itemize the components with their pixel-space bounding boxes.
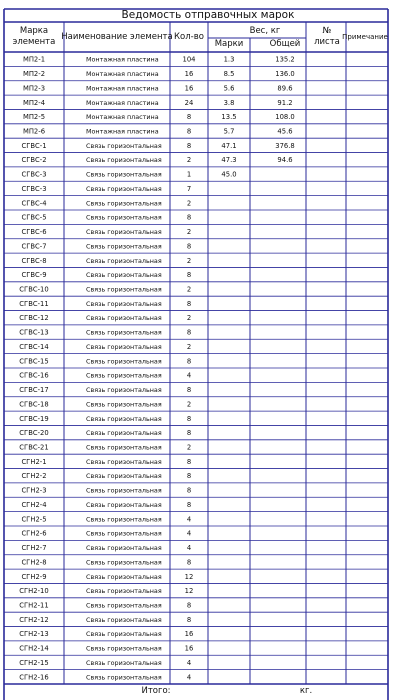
cell-weight-total: 136.0	[275, 70, 295, 79]
cell-element-name: Монтажная пластина	[86, 55, 159, 64]
cell-mark: СГВС-4	[21, 199, 47, 208]
table-row	[21, 228, 191, 236]
cell-element-name: Связь горизонтальная	[86, 271, 162, 280]
sheet-title: Ведомость отправочных марок	[121, 9, 295, 21]
cell-quantity: 4	[186, 658, 192, 667]
total-label: Итого:	[141, 686, 171, 696]
table-row	[19, 444, 191, 452]
cell-element-name: Связь горизонтальная	[86, 371, 162, 380]
cell-element-name: Связь горизонтальная	[86, 673, 162, 682]
cell-mark: МП2-3	[22, 84, 46, 93]
cell-mark: СГВС-1	[21, 141, 47, 150]
cell-quantity: 16	[184, 84, 194, 93]
cell-element-name: Монтажная пластина	[86, 84, 159, 93]
cell-quantity: 8	[186, 558, 192, 567]
cell-element-name: Связь горизонтальная	[86, 184, 162, 193]
table-row	[19, 343, 191, 351]
cell-quantity: 8	[186, 213, 192, 222]
header-weight-total: Общей	[269, 39, 301, 49]
cell-weight-total: 94.6	[277, 156, 293, 165]
table-row	[19, 286, 191, 294]
table-row	[19, 429, 191, 437]
cell-mark: СГВС-21	[19, 443, 49, 452]
cell-mark: СГВС-5	[21, 213, 47, 222]
cell-mark: СГВС-10	[19, 285, 49, 294]
cell-mark: СГН2-5	[21, 515, 47, 524]
cell-weight-total: 376.8	[275, 141, 295, 150]
cell-element-name: Связь горизонтальная	[86, 328, 162, 337]
cell-element-name: Связь горизонтальная	[86, 515, 162, 524]
cell-quantity: 4	[186, 515, 192, 524]
header-sheet-no-line2: листа	[314, 37, 340, 47]
cell-element-name: Связь горизонтальная	[86, 630, 162, 639]
cell-quantity: 2	[186, 314, 192, 323]
cell-quantity: 8	[186, 328, 192, 337]
cell-weight-total: 135.2	[275, 55, 295, 64]
cell-element-name: Связь горизонтальная	[86, 486, 162, 495]
cell-element-name: Связь горизонтальная	[86, 170, 162, 179]
cell-element-name: Связь горизонтальная	[86, 572, 162, 581]
table-row	[21, 242, 191, 250]
cell-element-name: Связь горизонтальная	[86, 199, 162, 208]
total-unit: кг.	[299, 686, 313, 696]
cell-quantity: 8	[186, 615, 192, 624]
cell-element-name: Связь горизонтальная	[86, 228, 162, 237]
cell-element-name: Связь горизонтальная	[86, 357, 162, 366]
cell-quantity: 2	[186, 199, 192, 208]
cell-mark: СГН2-9	[21, 572, 47, 581]
cell-quantity: 2	[186, 400, 192, 409]
cell-element-name: Связь горизонтальная	[86, 242, 162, 251]
cell-element-name: Связь горизонтальная	[86, 314, 162, 323]
table-row	[21, 271, 191, 279]
header-quantity: Кол-во	[174, 32, 204, 42]
table-row	[19, 630, 193, 638]
cell-quantity: 2	[186, 156, 192, 165]
table-row	[19, 645, 193, 653]
cell-mark: СГВС-7	[21, 242, 47, 251]
table-row	[19, 602, 191, 610]
cell-quantity: 8	[186, 242, 192, 251]
cell-mark: МП2-5	[22, 113, 46, 122]
cell-element-name: Связь горизонтальная	[86, 256, 162, 265]
cell-element-name: Связь горизонтальная	[86, 529, 162, 538]
header-weight: Вес, кг	[249, 26, 281, 36]
cell-weight-unit: 8.5	[223, 70, 235, 79]
cell-weight-unit: 5.7	[223, 127, 235, 136]
cell-quantity: 2	[186, 342, 192, 351]
cell-mark: СГН2-6	[21, 529, 47, 538]
table-grid	[4, 9, 388, 700]
cell-mark: СГВС-2	[21, 156, 47, 165]
cell-mark: СГН2-12	[19, 615, 49, 624]
table-row	[21, 458, 191, 466]
table-row	[19, 357, 191, 365]
cell-element-name: Связь горизонтальная	[86, 601, 162, 610]
cell-element-name: Связь горизонтальная	[86, 156, 162, 165]
table-row	[21, 156, 292, 164]
cell-quantity: 8	[186, 500, 192, 509]
cell-quantity: 8	[186, 357, 192, 366]
cell-element-name: Связь горизонтальная	[86, 299, 162, 308]
table-row	[21, 171, 236, 179]
cell-mark: СГВС-8	[21, 256, 47, 265]
table-row	[19, 400, 191, 408]
cell-mark: СГН2-8	[21, 558, 47, 567]
cell-mark: СГН2-2	[21, 472, 47, 481]
cell-mark: МП2-4	[22, 98, 46, 107]
header-weight-unit: Марки	[214, 39, 244, 49]
cell-element-name: Связь горизонтальная	[86, 544, 162, 553]
table-row	[19, 587, 193, 595]
cell-element-name: Связь горизонтальная	[86, 386, 162, 395]
cell-quantity: 8	[186, 429, 192, 438]
cell-element-name: Связь горизонтальная	[86, 457, 162, 466]
header-mark-line2: элемента	[12, 37, 56, 47]
table-row	[19, 616, 191, 624]
cell-quantity: 24	[184, 98, 194, 107]
cell-quantity: 104	[182, 55, 196, 64]
table-row	[21, 185, 191, 193]
cell-quantity: 4	[186, 529, 192, 538]
cell-mark: СГВС-11	[19, 299, 49, 308]
cell-element-name: Монтажная пластина	[86, 127, 159, 136]
table-row	[21, 530, 191, 538]
cell-weight-unit: 13.5	[221, 113, 237, 122]
table-row	[23, 84, 293, 92]
cell-quantity: 8	[186, 457, 192, 466]
table-row	[21, 257, 191, 265]
table-row	[21, 501, 191, 509]
table-row	[19, 659, 191, 667]
cell-quantity: 8	[186, 113, 192, 122]
table-row	[21, 472, 191, 480]
cell-mark: СГВС-15	[19, 357, 49, 366]
table-row	[19, 415, 191, 423]
table-row	[21, 142, 294, 150]
cell-weight-unit: 3.8	[223, 98, 235, 107]
cell-quantity: 8	[186, 414, 192, 423]
cell-element-name: Монтажная пластина	[86, 113, 159, 122]
cell-mark: СГВС-3	[21, 184, 47, 193]
cell-weight-unit: 1.3	[223, 55, 235, 64]
cell-element-name: Связь горизонтальная	[86, 414, 162, 423]
cell-mark: СГН2-3	[21, 486, 47, 495]
cell-element-name: Связь горизонтальная	[86, 141, 162, 150]
cell-quantity: 12	[184, 572, 194, 581]
table-row	[19, 314, 191, 322]
cell-quantity: 16	[184, 630, 194, 639]
table-row	[19, 673, 191, 681]
cell-mark: СГН2-16	[19, 673, 49, 682]
cell-mark: СГВС-18	[19, 400, 49, 409]
table-row	[23, 128, 293, 136]
cell-element-name: Связь горизонтальная	[86, 500, 162, 509]
cell-element-name: Связь горизонтальная	[86, 342, 162, 351]
cell-quantity: 2	[186, 443, 192, 452]
table-row	[21, 487, 191, 495]
cell-quantity: 8	[186, 141, 192, 150]
table-row	[19, 386, 191, 394]
header-sheet-no-line1: №	[322, 26, 332, 36]
cell-weight-total: 91.2	[277, 98, 293, 107]
table-row	[21, 573, 193, 581]
cell-quantity: 8	[186, 271, 192, 280]
table-row	[19, 329, 191, 337]
table-row	[21, 544, 191, 552]
cell-weight-unit: 47.3	[221, 156, 237, 165]
cell-mark: СГВС-12	[19, 314, 49, 323]
cell-mark: СГВС-16	[19, 371, 49, 380]
cell-quantity: 12	[184, 587, 194, 596]
cell-quantity: 7	[186, 184, 192, 193]
cell-quantity: 16	[184, 644, 194, 653]
cell-quantity: 8	[186, 299, 192, 308]
cell-weight-unit: 45.0	[221, 170, 237, 179]
cell-mark: СГН2-13	[19, 630, 49, 639]
cell-quantity: 2	[186, 228, 192, 237]
cell-mark: МП2-1	[22, 55, 46, 64]
table-row	[21, 214, 191, 222]
cell-element-name: Связь горизонтальная	[86, 400, 162, 409]
cell-mark: СГН2-1	[21, 457, 47, 466]
cell-mark: СГН2-14	[19, 644, 49, 653]
cell-weight-unit: 47.1	[221, 141, 237, 150]
cell-mark: СГН2-11	[19, 601, 49, 610]
cell-quantity: 4	[186, 544, 192, 553]
cell-quantity: 16	[184, 70, 194, 79]
cell-element-name: Связь горизонтальная	[86, 615, 162, 624]
cell-element-name: Связь горизонтальная	[86, 658, 162, 667]
table-row	[23, 99, 293, 107]
table-row	[19, 372, 191, 380]
cell-mark: МП2-2	[22, 70, 46, 79]
cell-quantity: 1	[186, 170, 192, 179]
cell-mark: СГН2-10	[19, 587, 49, 596]
header-element-name: Наименование элемента	[61, 32, 173, 42]
cell-mark: СГВС-14	[19, 342, 49, 351]
cell-weight-total: 89.6	[277, 84, 293, 93]
cell-quantity: 8	[186, 127, 192, 136]
table-row	[19, 300, 191, 308]
cell-mark: СГН2-4	[21, 500, 47, 509]
cell-mark: СГВС-9	[21, 271, 47, 280]
cell-mark: СГВС-20	[19, 429, 49, 438]
table-row	[21, 558, 191, 566]
cell-mark: СГН2-15	[19, 658, 49, 667]
cell-mark: СГН2-7	[21, 544, 47, 553]
cell-quantity: 2	[186, 285, 192, 294]
cell-weight-total: 108.0	[275, 113, 295, 122]
cell-weight-unit: 5.6	[223, 84, 235, 93]
cell-element-name: Связь горизонтальная	[86, 443, 162, 452]
cell-quantity: 8	[186, 386, 192, 395]
header-note: Примечание	[342, 33, 388, 41]
cell-element-name: Монтажная пластина	[86, 70, 159, 79]
table-row	[21, 199, 191, 207]
cell-mark: МП2-6	[22, 127, 46, 136]
cell-quantity: 8	[186, 601, 192, 610]
cell-quantity: 4	[186, 371, 192, 380]
cell-mark: СГВС-19	[19, 414, 49, 423]
table-body	[19, 56, 294, 682]
header-mark-line1: Марка	[19, 26, 49, 36]
cell-element-name: Связь горизонтальная	[86, 429, 162, 438]
cell-element-name: Связь горизонтальная	[86, 644, 162, 653]
cell-element-name: Связь горизонтальная	[86, 213, 162, 222]
cell-mark: СГВС-6	[21, 228, 47, 237]
table-row	[21, 515, 191, 523]
cell-element-name: Связь горизонтальная	[86, 285, 162, 294]
cell-quantity: 8	[186, 486, 192, 495]
cell-quantity: 2	[186, 256, 192, 265]
cell-quantity: 4	[186, 673, 192, 682]
cell-mark: СГВС-3	[21, 170, 47, 179]
cell-element-name: Связь горизонтальная	[86, 558, 162, 567]
cell-mark: СГВС-17	[19, 386, 49, 395]
cell-element-name: Связь горизонтальная	[86, 472, 162, 481]
cell-element-name: Монтажная пластина	[86, 98, 159, 107]
cell-quantity: 8	[186, 472, 192, 481]
cell-weight-total: 45.6	[277, 127, 293, 136]
cell-element-name: Связь горизонтальная	[86, 587, 162, 596]
cell-mark: СГВС-13	[19, 328, 49, 337]
